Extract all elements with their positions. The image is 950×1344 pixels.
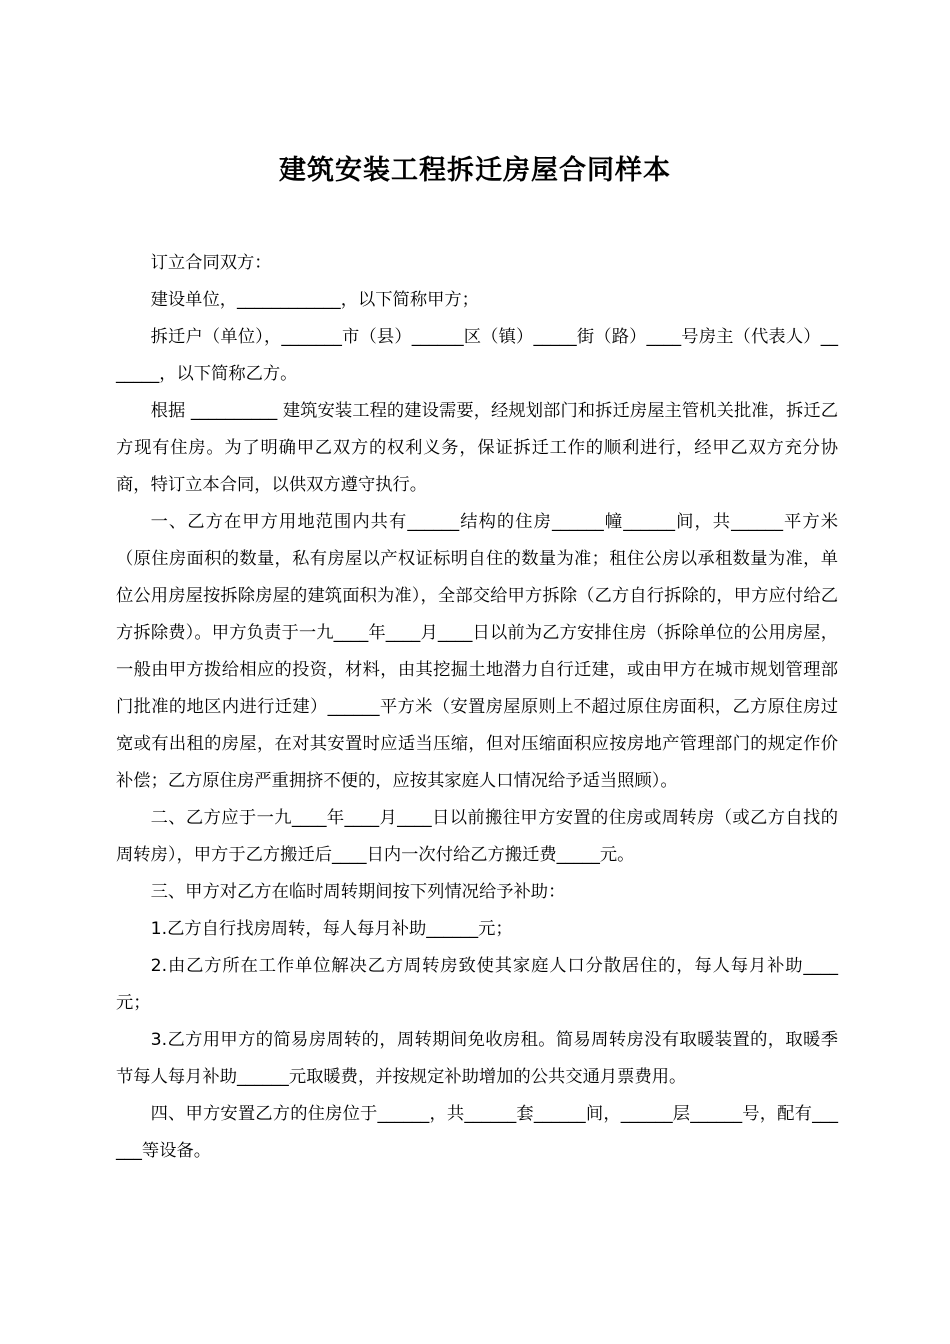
paragraph-clause-3-item-1: 1.乙方自行找房周转，每人每月补助______元； — [150, 919, 513, 939]
paragraph-clause-1: 一、乙方在甲方用地范围内共有______结构的住房______幢______间，共______平方米（原住房面积的数量，私有房屋以产权证标明自住的数量为准；租住公房以承租数量为准，单位公用房屋按拆除房屋的建筑面积为准），全部交给甲方拆除（乙方自行拆除的，甲方应付给乙方拆除费）。甲方负责于一九____年____月____日以前为乙方安排住房（拆除单位的公用房屋，一般由甲方拨给相应的投资，材料，由其挖掘土地潜力自行迁建，或由甲方在城市规划管理部门批准的地区内进行迁建）______平方米（安置房屋原则上不超过原住房面积，乙方原住房过宽或有出租的房屋，在对其安置时应适当压缩，但对压缩面积应按房地产管理部门的规定作价补偿；乙方原住房严重拥挤不便的，应按其家庭人口情况给予适当照顾）。 — [116, 512, 838, 791]
document-body — [116, 245, 838, 1170]
paragraph-basis: 根据 __________ 建筑安装工程的建设需要，经规划部门和拆迁房屋主管机关批准，拆迁乙方现有住房。为了明确甲乙双方的权利义务，保证拆迁工作的顺利进行，经甲乙双方充分协商，特订立本合同，以供双方遵守执行。 — [116, 401, 838, 495]
document-title: 建筑安装工程拆迁房屋合同样本 — [279, 155, 671, 187]
paragraph-clause-3-item-3: 3.乙方用甲方的简易房周转的，周转期间免收房租。简易周转房没有取暖装置的，取暖季节每人每月补助______元取暖费，并按规定补助增加的公共交通月票费用。 — [116, 1030, 838, 1087]
paragraph-clause-3-item-2: 2.由乙方所在工作单位解决乙方周转房致使其家庭人口分散居住的，每人每月补助____元； — [116, 956, 838, 1013]
paragraph-clause-3: 三、甲方对乙方在临时周转期间按下列情况给予补助： — [150, 882, 566, 902]
paragraph-party-a: 建设单位，____________，以下简称甲方； — [150, 290, 479, 310]
paragraph-party-b: 拆迁户（单位），_______市（县）______区（镇）_____街（路）____号房主（代表人）_______，以下简称乙方。 — [116, 327, 838, 384]
paragraph-clause-2: 二、乙方应于一九____年____月____日以前搬往甲方安置的住房或周转房（或乙方自找的周转房），甲方于乙方搬迁后____日内一次付给乙方搬迁费_____元。 — [116, 808, 838, 865]
paragraph-clause-4: 四、甲方安置乙方的住房位于______，共______套______间，______层______号，配有______等设备。 — [116, 1104, 838, 1161]
paragraph-parties-intro: 订立合同双方： — [150, 253, 272, 273]
